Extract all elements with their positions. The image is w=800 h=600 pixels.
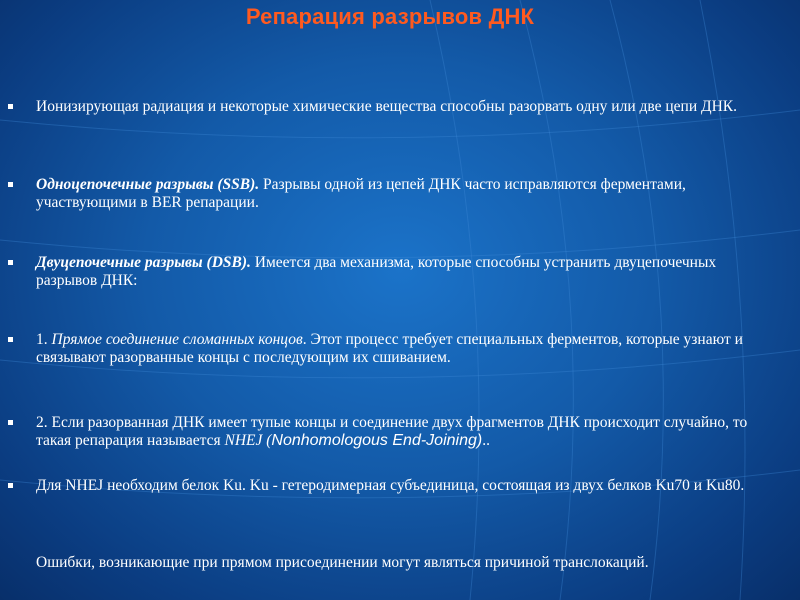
bullet-text-rest: Разрывы одной из цепей ДНК часто исправляются ферментами, участвующими в BER репарации.	[36, 176, 686, 211]
bullet-marker	[8, 104, 13, 109]
bullet-text-rest: Имеется два механизма, которые способны устранить двуцепочечных разрывов ДНК:	[36, 254, 717, 289]
term-direct-joining: Прямое соединение сломанных концов	[51, 331, 303, 348]
bullet-prefix: 1.	[36, 331, 52, 348]
term-nhej: NHEJ (	[224, 432, 272, 449]
bullet-marker	[8, 483, 13, 488]
bullet-marker	[8, 182, 13, 187]
bullet-text: Ионизирующая радиация и некоторые химические вещества способны разорвать одну или две цепи ДНК.	[36, 98, 737, 115]
bullet-text	[36, 254, 781, 290]
term-ssb: Одноцепочечные разрывы (SSB).	[36, 176, 260, 193]
term-nhej-expansion: Nonhomologous End-Joining)	[271, 432, 483, 449]
bullet-marker	[8, 420, 13, 425]
bullet-marker	[8, 260, 13, 265]
bullet-text	[36, 176, 781, 212]
term-dsb: Двуцепочечные разрывы (DSB).	[36, 254, 251, 271]
slide-title: Репарация разрывов ДНК	[245, 4, 535, 29]
bullet-marker	[8, 337, 13, 342]
bullet-text-rest: . Этот процесс требует специальных ферментов, которые узнают и связывают разорванные концы с последующим их сшиванием.	[36, 331, 743, 366]
bullet-text	[36, 331, 781, 367]
bullet-text	[36, 414, 781, 450]
bullet-text: Для NHEJ необходим белок Ku. Ku - гетеродимерная субъединица, состоящая из двух белков Ku70 и Ku80.	[36, 477, 745, 494]
bullet-text: Ошибки, возникающие при прямом присоединении могут являться причиной транслокаций.	[36, 554, 649, 571]
bullet-text-end: ..	[482, 432, 490, 449]
bullet-text-start: 2. Если разорванная ДНК имеет тупые концы и соединение двух фрагментов ДНК происходит случайно, то такая репарация называется	[36, 414, 748, 449]
